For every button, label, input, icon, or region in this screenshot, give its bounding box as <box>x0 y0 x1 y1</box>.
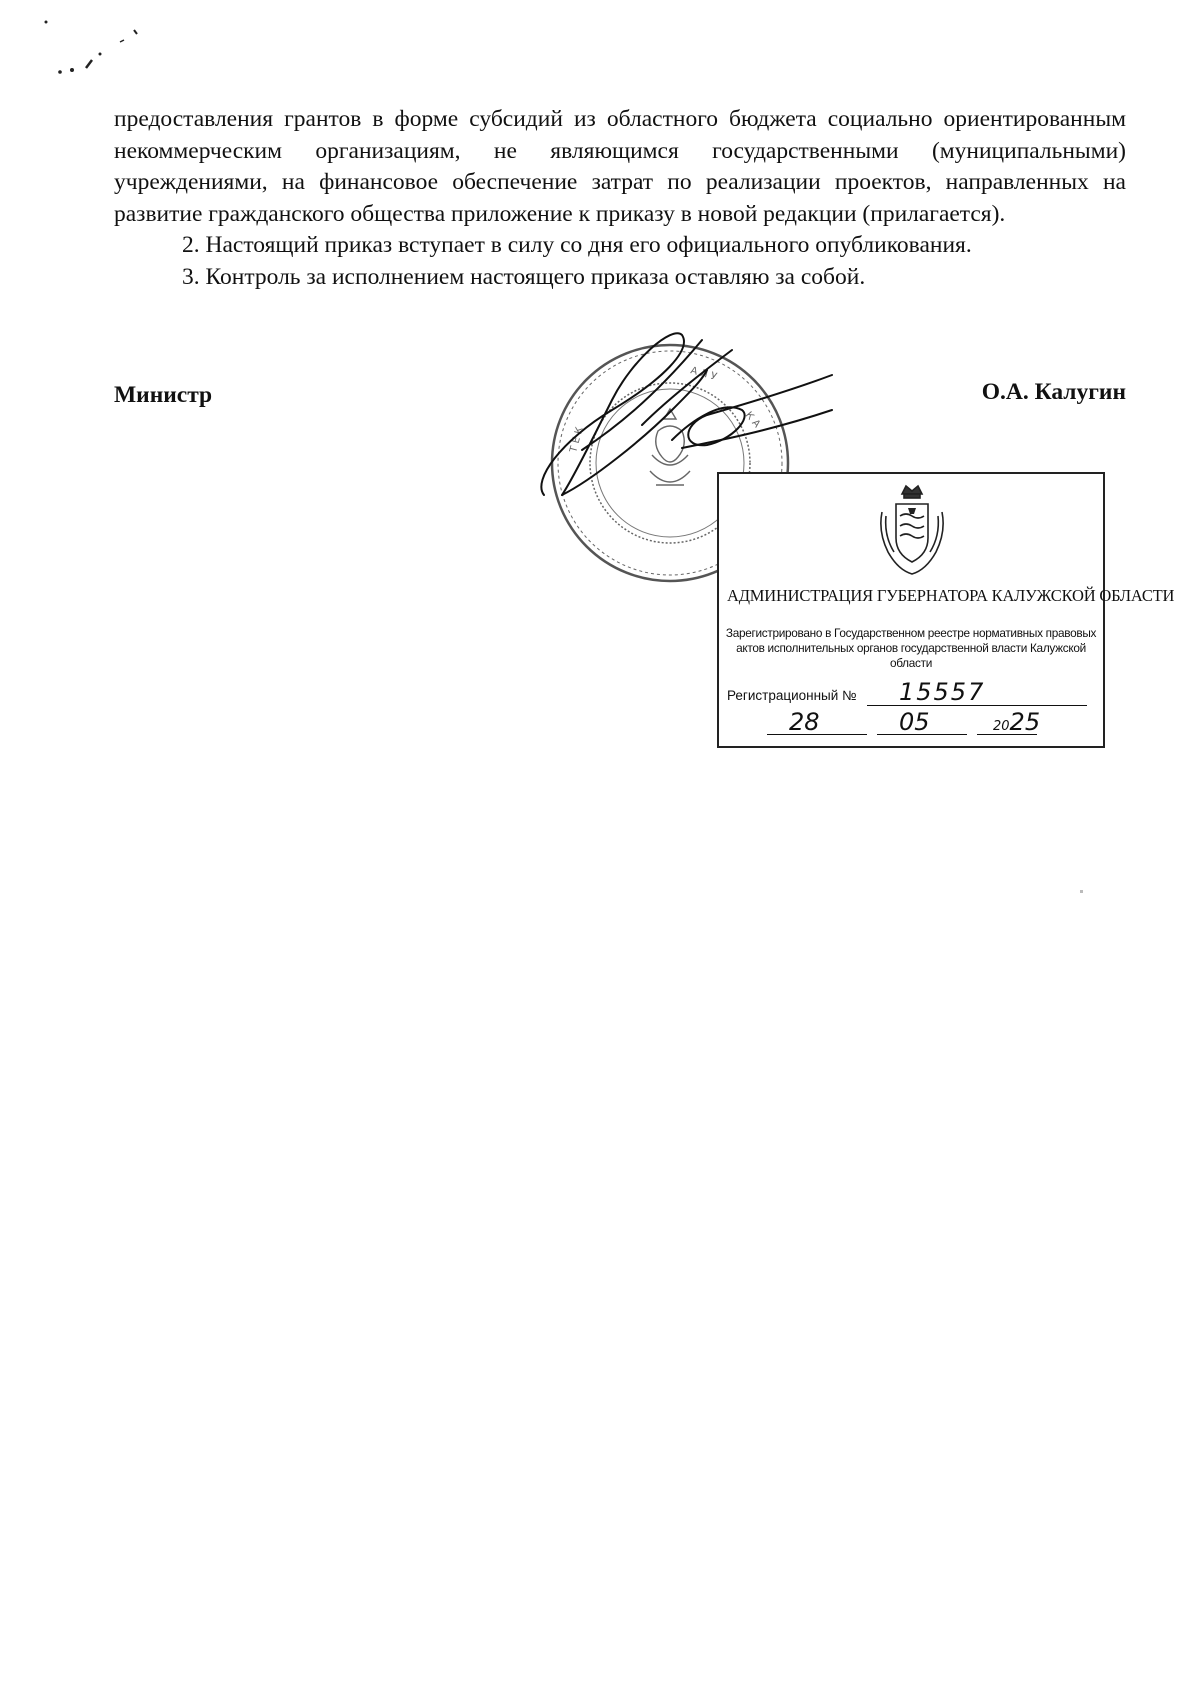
svg-text:К А: К А <box>742 409 763 431</box>
registration-date-year <box>993 708 1040 736</box>
registration-date-day: 28 <box>789 708 820 736</box>
registration-number-value: 15557 <box>899 678 986 706</box>
svg-text:Т Е К: Т Е К <box>568 425 586 454</box>
signer-name: О.А. Калугин <box>981 379 1126 405</box>
signer-position: Министр <box>114 382 213 408</box>
coat-of-arms-icon <box>874 482 950 578</box>
paragraph-main: предоставления грантов в форме субсидий из областного бюджета социально ориентированным некоммерческим организациям, не являющимся государственными (муниципальными) учреждениями, на финансовое обеспечение затрат по реализации проектов, направленных на развитие гражданского общества приложение к приказу в новой редакции (прилагается). <box>114 106 1126 227</box>
paragraph-item-3: 3. Контроль за исполнением настоящего приказа оставляю за собой. <box>182 263 866 290</box>
stamp-registration-note: Зарегистрировано в Государственном реестре нормативных правовых актов исполнительных органов государственной власти Калужской области <box>725 626 1097 670</box>
scan-speck <box>1080 890 1083 893</box>
document-body <box>114 104 1126 294</box>
registration-number-label: Регистрационный № <box>727 688 857 703</box>
registration-stamp <box>717 472 1175 748</box>
registration-date-year-prefix: 20 <box>993 719 1010 734</box>
stamp-organization-name: АДМИНИСТРАЦИЯ ГУБЕРНАТОРА КАЛУЖСКОЙ ОБЛАСТИ <box>727 586 1175 605</box>
registration-date-row <box>727 708 1095 740</box>
paragraph-item-2: 2. Настоящий приказ вступает в силу со дня его официального опубликования. <box>182 232 972 259</box>
svg-text:А Л У: А Л У <box>689 365 718 383</box>
registration-date-month: 05 <box>899 708 930 736</box>
registration-number-row <box>727 678 1095 706</box>
registration-date-year-suffix: 25 <box>1009 708 1041 736</box>
scan-noise-marks <box>40 20 160 90</box>
